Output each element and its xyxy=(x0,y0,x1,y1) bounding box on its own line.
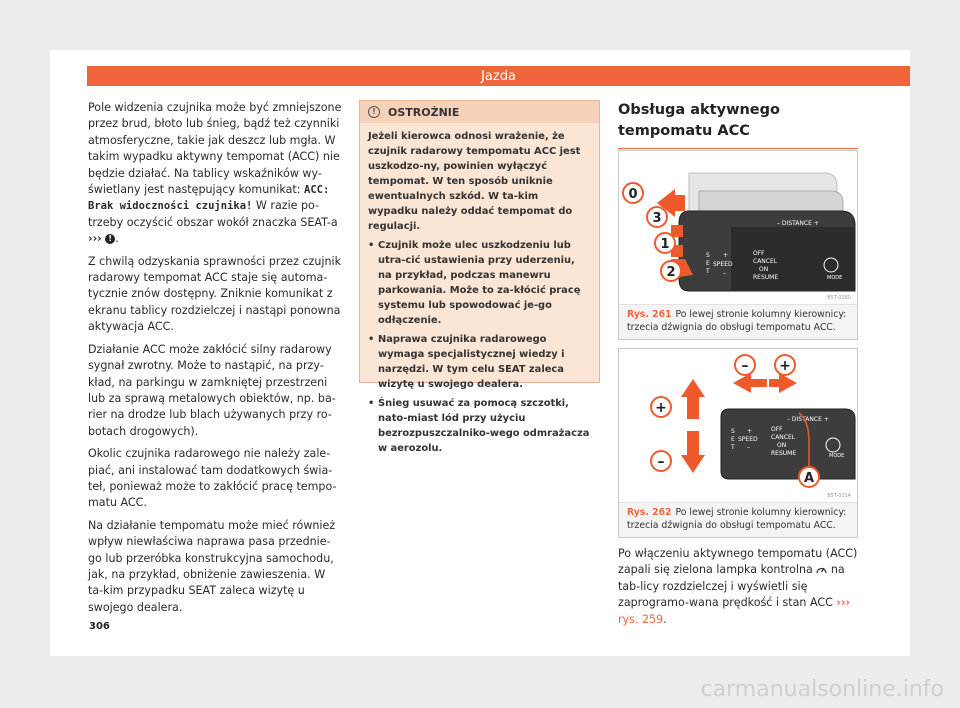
svg-text:RESUME: RESUME xyxy=(771,450,797,457)
callout-2: 2 xyxy=(666,265,676,280)
figure-262 xyxy=(618,348,858,538)
figure-261-image xyxy=(619,151,857,304)
figure-262-image xyxy=(619,349,857,502)
arrow-up-icon xyxy=(681,379,705,397)
warning-box xyxy=(359,100,600,454)
figure-ref: Rys. 261 xyxy=(627,309,672,320)
callout-3: 3 xyxy=(652,211,662,226)
warning-bullet: • Śnieg usuwać za pomocą szczotki, nato-miast lód przy użyciu bezrozpuszczalniko-wego odmrażacza w aerozolu. xyxy=(368,398,590,454)
paragraph-sensor-visibility: Pole widzenia czujnika może być zmniejszone przez brud, błoto lub śnieg, bądź też czynniki atmosferyczne, takie jak deszcz lub mgła. W takim wypadku aktywny tempomat (ACC) nie będzie działać. Na tablicy wskaźników wy-świetlany jest następujący komunikat: ACC: Brak widoczności czujnika! W razie po-trzeby oczyścić obszar wokół znaczka SEAT-a ››› ! . xyxy=(88,101,342,246)
warning-header xyxy=(360,101,599,123)
svg-text:–: – xyxy=(723,270,726,277)
figure-code: B5T-0280 xyxy=(827,295,851,301)
callout-minus-left: – xyxy=(657,454,665,470)
paragraph-repair-impact: Na działanie tempomatu może mieć również wpływ niewłaściwa naprawa pasa przednie-go lub przeróbka konstrukcyjna samochodu, jak, na przykład, obniżenie zawieszenia. W ta-kim przypadku SEAT zaleca wizytę u swojego dealera. xyxy=(88,518,336,614)
page-number: 306 xyxy=(89,621,110,632)
svg-text:T: T xyxy=(731,444,735,451)
figure-261-caption: Rys. 261 Po lewej stronie kolumny kierownicy: trzecia dźwignia do obsługi tempomatu ACC. xyxy=(619,304,857,339)
callout-a: A xyxy=(803,471,815,486)
figure-262-caption: Rys. 262 Po lewej stronie kolumny kierownicy: trzecia dźwignia do obsługi tempomatu ACC. xyxy=(619,502,857,537)
chapter-header xyxy=(87,66,910,86)
lever-distance-label: – DISTANCE + xyxy=(787,416,829,423)
arrow-left-icon xyxy=(733,373,751,393)
arrow-down-icon xyxy=(681,455,705,473)
figure-261 xyxy=(618,150,858,340)
svg-text:MODE: MODE xyxy=(829,453,845,459)
callout-minus-top: – xyxy=(741,358,749,374)
svg-text:CANCEL: CANCEL xyxy=(771,434,796,441)
paragraph-radar-interference: Działanie ACC może zakłócić silny radarowy sygnał zwrotny. Może to nastąpić, na przy-kład, na parkingu w zamkniętej przestrzeni lub za sprawą metalowych obiektów, np. ba-rier na drodze lub blach używanych przy ro-botach drogowych). xyxy=(88,342,336,438)
arrow-press-icon xyxy=(671,225,683,237)
callout-1: 1 xyxy=(660,237,670,252)
warning-bullet: • Czujnik może ulec uszkodzeniu lub utra-cić ustawienia przy uderzeniu, na przykład, podczas manewru parkowania. Może to za-kłócić pracę systemu lub spowodować je-go odłączenie. xyxy=(368,240,581,326)
cross-ref-arrows: ››› xyxy=(88,232,102,246)
svg-text:+: + xyxy=(747,428,753,435)
paragraph-acc-activation: Po włączeniu aktywnego tempomatu (ACC) zapali się zielona lampka kontrolna na tab-licy rozdzielczej i wyświetli się zaprogramo-wana prędkość i stan ACC ››› rys. 259. xyxy=(618,547,858,626)
warning-ref-icon: ! xyxy=(105,234,115,244)
figure-code: B5T-0314 xyxy=(827,493,851,499)
svg-text:CANCEL: CANCEL xyxy=(753,258,778,265)
svg-text:E: E xyxy=(731,436,735,443)
arrow-right-icon xyxy=(779,373,797,393)
callout-0: 0 xyxy=(628,187,638,202)
caution-icon: ! xyxy=(368,106,380,118)
lever-illustration-262 xyxy=(619,349,857,502)
svg-text:SPEED: SPEED xyxy=(738,436,758,443)
manual-page xyxy=(50,50,910,656)
lever-illustration-261 xyxy=(619,151,857,304)
cross-ref-arrows: ››› xyxy=(836,596,851,610)
warning-body xyxy=(360,123,599,456)
paragraph-sensor-recovery: Z chwilą odzyskania sprawności przez czujnik radarowy tempomat ACC staje się automa-tycznie znów dostępny. Zniknie komunikat z ekranu tablicy rozdzielczej i nastąpi ponowna aktywacja ACC. xyxy=(88,254,342,334)
display-message: ACC: Brak widoczności czujnika! xyxy=(88,184,330,213)
chapter-title: Jazda xyxy=(481,68,516,84)
text-column-left xyxy=(88,100,343,622)
svg-text:+: + xyxy=(723,252,729,259)
svg-text:S: S xyxy=(706,252,710,259)
svg-text:E: E xyxy=(706,260,710,267)
svg-text:ON: ON xyxy=(759,266,769,273)
svg-text:ON: ON xyxy=(777,442,787,449)
warning-title: OSTROŻNIE xyxy=(388,105,460,119)
svg-text:OFF: OFF xyxy=(771,426,783,433)
svg-text:OFF: OFF xyxy=(753,250,765,257)
svg-text:–: – xyxy=(747,444,750,451)
callout-plus-left: + xyxy=(655,400,667,416)
paragraph-sensor-cover: Okolic czujnika radarowego nie należy zale-piać, ani instalować tam dodatkowych świa-teł, ponieważ może to zakłócić pracę tempo-matu ACC. xyxy=(88,447,337,510)
text-column-right xyxy=(618,100,861,149)
watermark: carmanualsonline.info xyxy=(700,677,944,702)
callout-plus-top: + xyxy=(779,358,791,374)
svg-text:T: T xyxy=(706,268,710,275)
figure-link[interactable]: rys. 259 xyxy=(618,612,664,626)
svg-text:RESUME: RESUME xyxy=(753,274,779,281)
warning-bullet: • Naprawa czujnika radarowego wymaga specjalistycznej wiedzy i narzędzi. W tym celu SEAT zaleca wizytę u swojego dealera. xyxy=(368,334,565,390)
acc-indicator-icon xyxy=(816,565,827,574)
svg-text:MODE: MODE xyxy=(827,275,843,281)
section-title: Obsługa aktywnego tempomatu ACC xyxy=(618,100,858,149)
figure-ref: Rys. 262 xyxy=(627,507,672,518)
warning-intro: Jeżeli kierowca odnosi wrażenie, że czujnik radarowy tempomatu ACC jest uszkodzo-ny, powinien wyłączyć tempomat. W ten sposób uniknie ewentualnych szkód. W ta-kim wypadku należy oddać tempomat do regulacji. xyxy=(368,131,581,232)
lever-distance-label: – DISTANCE + xyxy=(777,220,819,227)
svg-text:SPEED: SPEED xyxy=(713,261,733,268)
svg-text:S: S xyxy=(731,428,735,435)
